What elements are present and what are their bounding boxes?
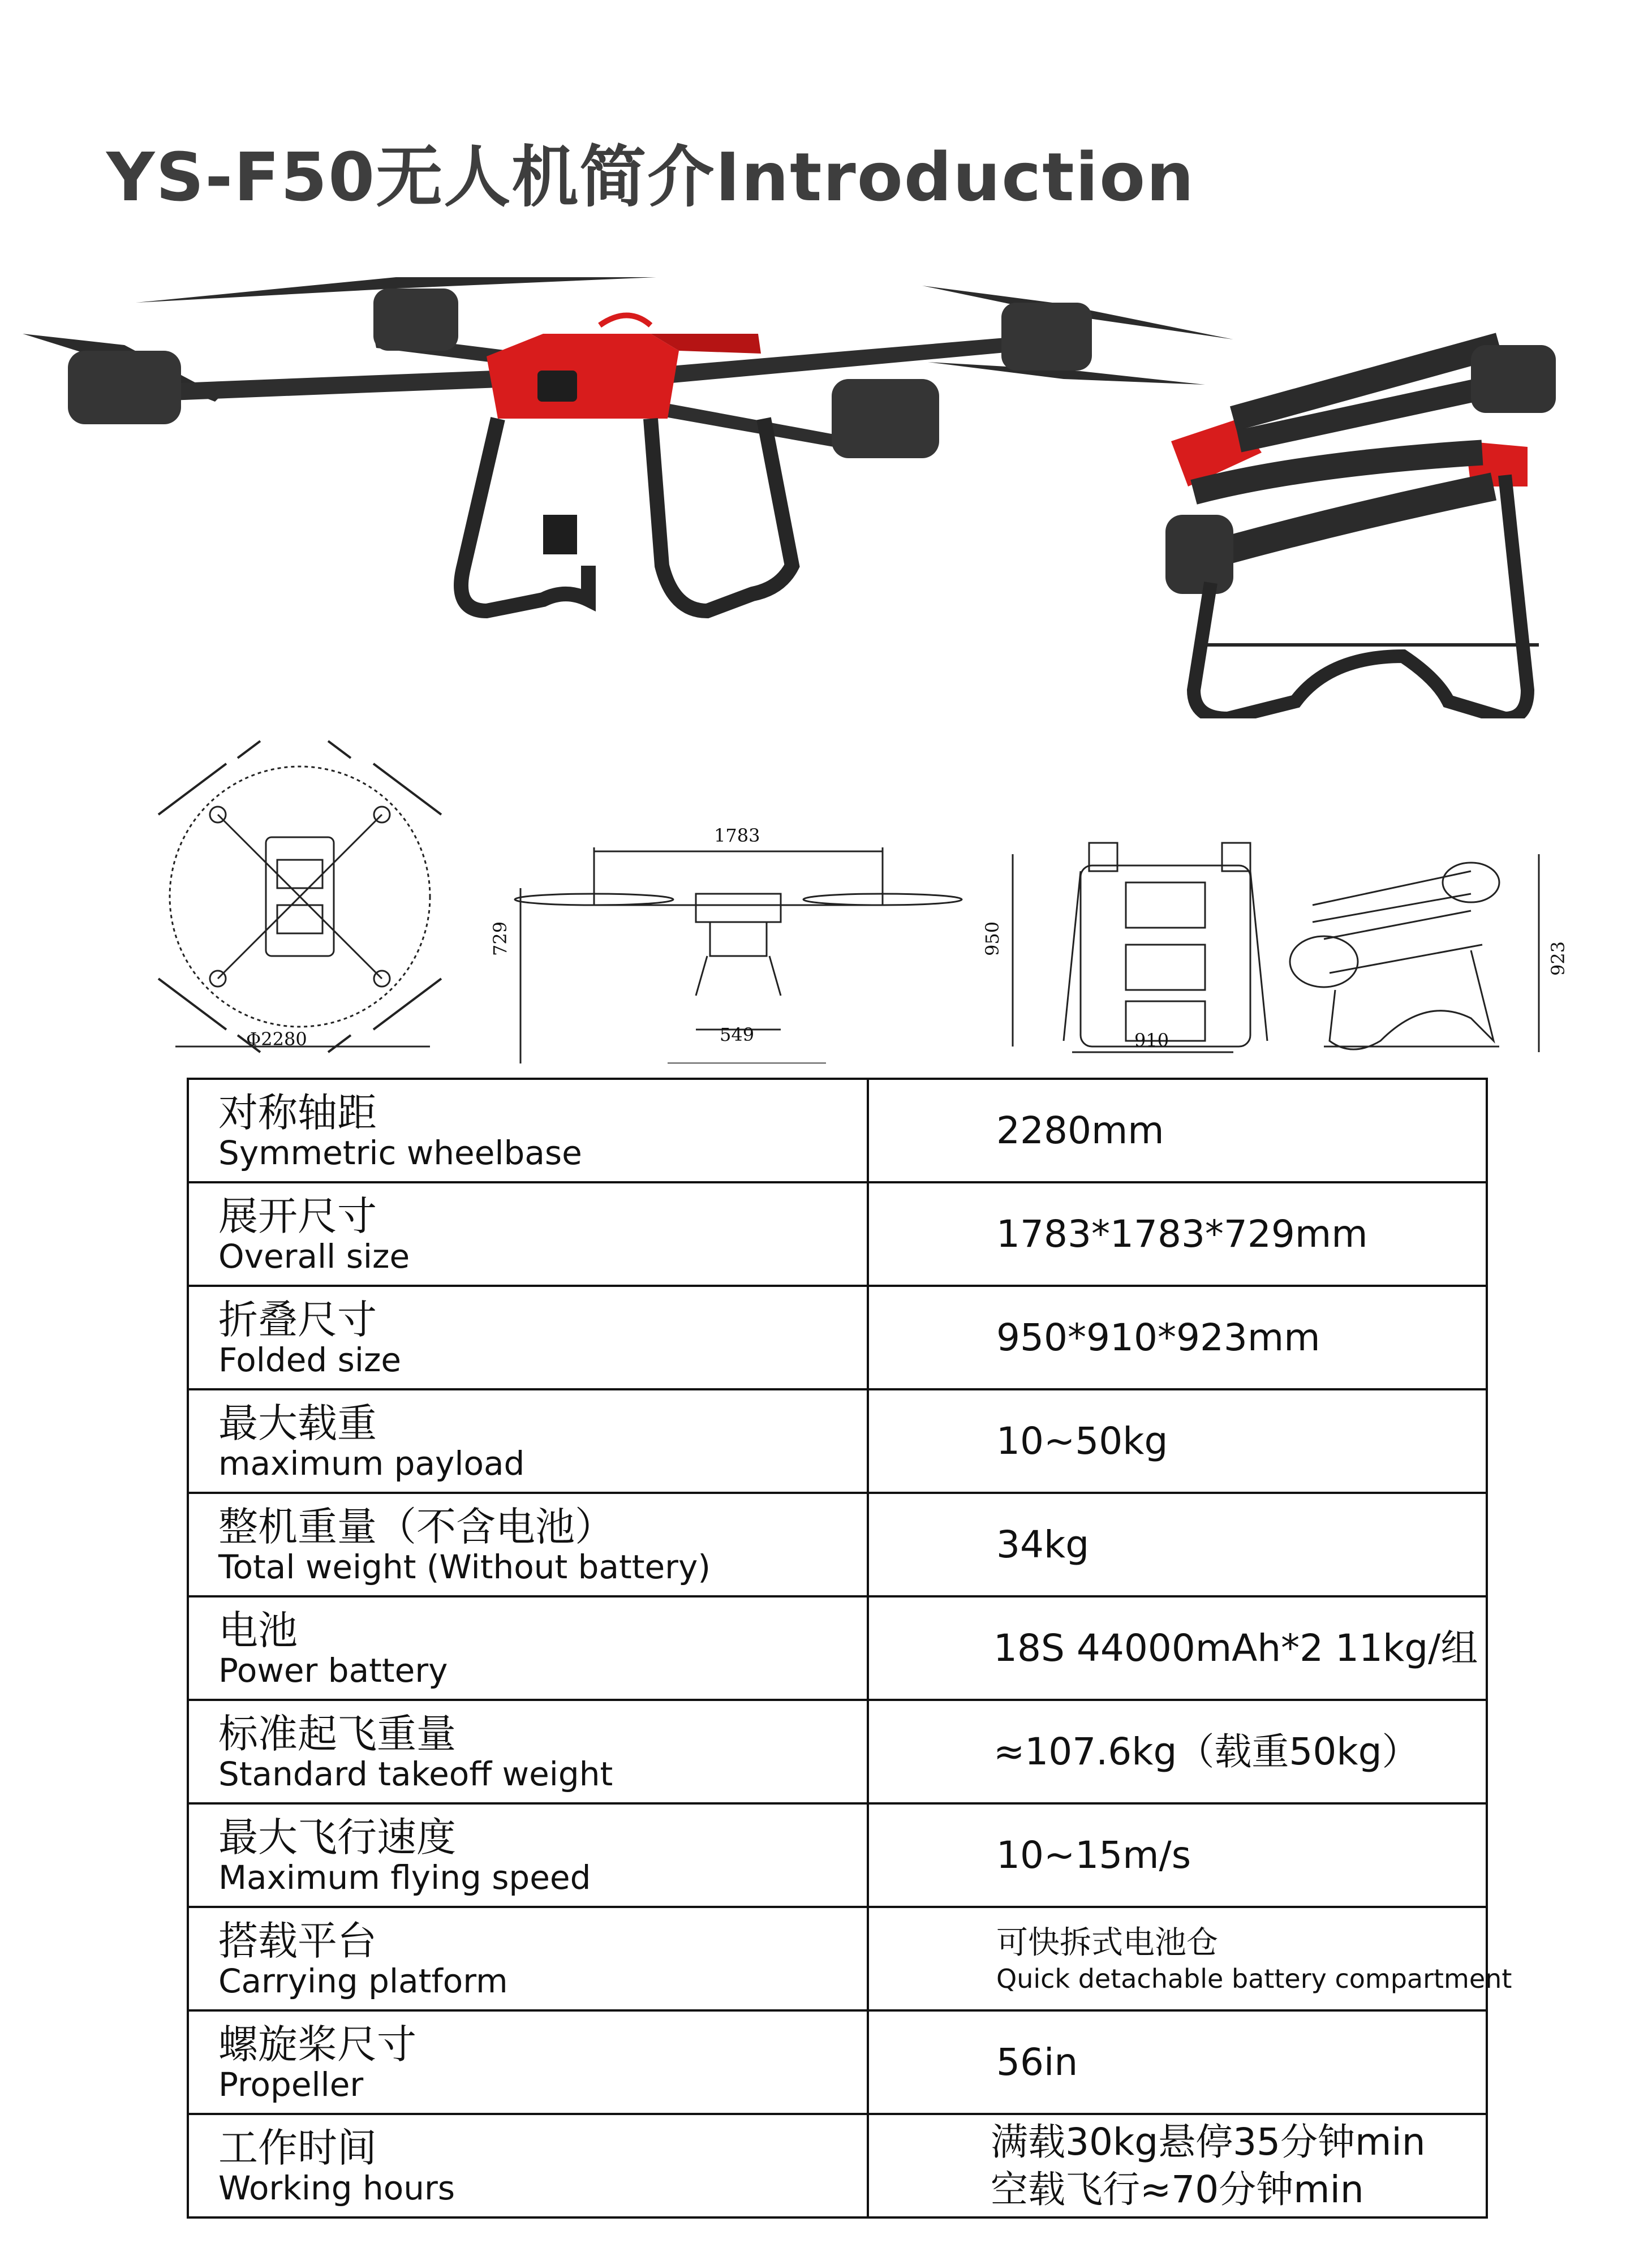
- spec-label-cell: [188, 1286, 868, 1389]
- spec-row-propeller: [188, 2010, 1487, 2114]
- spec-label-en: Standard takeoff weight: [218, 1754, 613, 1793]
- spec-value-line-2: 空载飞行≈70分钟min: [991, 2167, 1364, 2211]
- spec-label-cell: [188, 1700, 868, 1803]
- spec-row-max-payload: [188, 1389, 1487, 1493]
- spec-label-zh: 展开尺寸: [218, 1192, 377, 1239]
- spec-row-max-speed: [188, 1803, 1487, 1907]
- spec-label-cell: [188, 1079, 868, 1182]
- spec-label-en: Maximum flying speed: [218, 1858, 591, 1897]
- spec-label-zh: 工作时间: [218, 2124, 377, 2171]
- spec-value-cell: [868, 1182, 1487, 1286]
- spec-value: 56in: [996, 2040, 1078, 2084]
- spec-row-working-hours: [188, 2114, 1487, 2217]
- spec-row-power-battery: [188, 1596, 1487, 1700]
- spec-value: 18S 44000mAh*2 11kg/组: [993, 1626, 1478, 1670]
- spec-label-en: Working hours: [218, 2168, 455, 2207]
- spec-value: 34kg: [996, 1522, 1090, 1566]
- spec-label-en: Total weight (Without battery): [218, 1547, 711, 1586]
- dimension-front-width: 1783: [714, 825, 760, 846]
- spec-row-folded-size: [188, 1286, 1487, 1389]
- spec-value-cell: [868, 2114, 1487, 2217]
- spec-value: ≈107.6kg（载重50kg）: [993, 1729, 1419, 1773]
- spec-row-carrying-platform: [188, 1907, 1487, 2010]
- spec-value: 1783*1783*729mm: [996, 1212, 1368, 1256]
- spec-label-en: Symmetric wheelbase: [218, 1133, 582, 1172]
- spec-label-zh: 最大载重: [218, 1400, 377, 1446]
- spec-value-cell: [868, 1079, 1487, 1182]
- spec-label-zh: 对称轴距: [218, 1089, 377, 1136]
- spec-label-cell: [188, 2114, 868, 2217]
- spec-label-cell: [188, 1907, 868, 2010]
- spec-label-cell: [188, 1182, 868, 1286]
- spec-label-cell: [188, 1493, 868, 1596]
- spec-label-zh: 最大飞行速度: [218, 1814, 456, 1861]
- spec-value: 10~15m/s: [996, 1833, 1191, 1877]
- spec-label-zh: 折叠尺寸: [218, 1296, 377, 1343]
- spec-value-cell: [868, 1803, 1487, 1907]
- spec-label-cell: [188, 1596, 868, 1700]
- spec-value-cell: [868, 1493, 1487, 1596]
- spec-value-en: Quick detachable battery compartment: [996, 1963, 1512, 1994]
- spec-value-cell: [868, 2010, 1487, 2114]
- drone-folded-image: [1165, 345, 1556, 718]
- spec-label-en: maximum payload: [218, 1444, 525, 1483]
- dimension-front-gear: 549: [720, 1024, 755, 1045]
- spec-row-overall-size: [188, 1182, 1487, 1286]
- spec-label-zh: 螺旋桨尺寸: [218, 2021, 416, 2068]
- spec-value-cell: [868, 1907, 1512, 2010]
- spec-label-zh: 整机重量（不含电池）: [218, 1503, 614, 1550]
- spec-label-zh: 标准起飞重量: [218, 1710, 456, 1757]
- spec-row-total-weight: [188, 1493, 1487, 1596]
- spec-value-zh: 可快拆式电池仓: [996, 1924, 1218, 1961]
- spec-row-takeoff-weight: [188, 1700, 1487, 1803]
- spec-label-en: Propeller: [218, 2065, 364, 2104]
- spec-label-en: Power battery: [218, 1651, 448, 1690]
- spec-label-en: Overall size: [218, 1237, 410, 1276]
- drone-unfolded-image: [23, 277, 1233, 611]
- spec-label-en: Folded size: [218, 1340, 402, 1379]
- page-title: YS-F50无人机简介Introduction: [106, 138, 1195, 216]
- spec-label-cell: [188, 1803, 868, 1907]
- dimension-folded-height-side: 923: [1547, 941, 1569, 976]
- spec-value-cell: [868, 1700, 1487, 1803]
- spec-label-zh: 电池: [218, 1607, 298, 1653]
- dimension-folded-height-front: 950: [982, 921, 1003, 956]
- spec-value-line-1: 满载30kg悬停35分钟min: [991, 2120, 1426, 2164]
- spec-table: [187, 1078, 1512, 2219]
- spec-row-wheelbase: [188, 1079, 1487, 1182]
- folded-side-drawing: [1290, 854, 1539, 1052]
- dimension-drawings: [0, 724, 1652, 1063]
- spec-value: 950*910*923mm: [996, 1315, 1320, 1359]
- dimension-front-height: 729: [489, 921, 511, 956]
- folded-front-drawing: [1013, 843, 1267, 1052]
- spec-value-cell: [868, 1596, 1487, 1700]
- dimension-folded-width: 910: [1134, 1030, 1169, 1051]
- spec-label-cell: [188, 2010, 868, 2114]
- spec-value-cell: [868, 1389, 1487, 1493]
- spec-label-zh: 搭载平台: [218, 1917, 377, 1964]
- drone-product-images: [0, 249, 1652, 718]
- dimension-top-view-wheelbase: Φ2280: [246, 1028, 307, 1050]
- top-view-drawing: [158, 741, 441, 1052]
- spec-value-cell: [868, 1286, 1487, 1389]
- spec-value: 10~50kg: [996, 1419, 1168, 1463]
- spec-label-en: Carrying platform: [218, 1961, 508, 2000]
- spec-value: 2280mm: [996, 1108, 1164, 1152]
- spec-label-cell: [188, 1389, 868, 1493]
